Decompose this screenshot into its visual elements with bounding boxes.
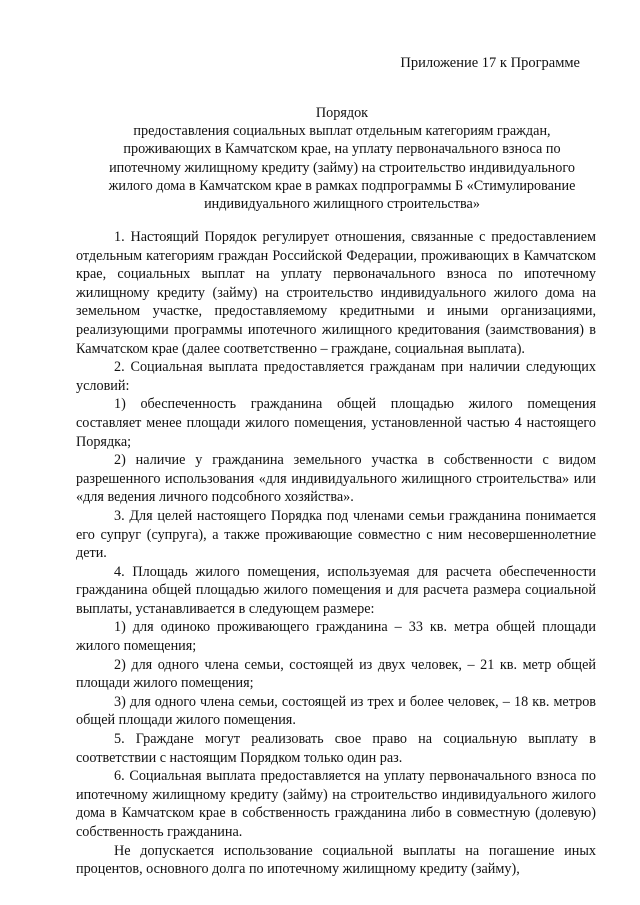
paragraph-2: 2. Социальная выплата предоставляется гражданам при наличии следующих условий: <box>76 359 596 394</box>
title-line: предоставления социальных выплат отдельным категориям граждан, <box>133 123 551 140</box>
paragraph-2-item-2: 2) наличие у гражданина земельного участка в собственности с видом разрешенного использования «для индивидуального жилищного строительства» или «для ведения личного подсобного хозяйства». <box>76 452 596 506</box>
paragraph-3: 3. Для целей настоящего Порядка под членами семьи гражданина понимается его супруг (супруга), а также проживающие совместно с ним несовершеннолетние дети. <box>76 507 596 562</box>
title-line: жилого дома в Камчатском крае в рамках подпрограммы Б «Стимулирование <box>108 177 576 194</box>
annex-label: Приложение 17 к Программе <box>400 55 580 71</box>
document-body <box>76 228 596 879</box>
paragraph-5: 5. Граждане могут реализовать свое право на социальную выплату в соответствии с настоящим Порядком только один раз. <box>76 731 596 766</box>
paragraph-4-item-2: 2) для одного члена семьи, состоящей из двух человек, – 21 кв. метр общей площади жилого помещения; <box>76 656 596 692</box>
title-heading: Порядок <box>315 105 369 121</box>
paragraph-1: 1. Настоящий Порядок регулирует отношения, связанные с предоставлением отдельным категориям граждан Российской Федерации, проживающих в Камчатском крае, социальных выплат на уплату первоначального взноса по ипотечному жилищному кредиту (займу) на строительство индивидуального жилого дома на земельном участке, предоставляемому кредитными и иными организациями, реализующими программы ипотечного жилищного кредитования (заимствования) в Камчатском крае (далее соответственно – граждане, социальная выплата). <box>76 229 596 357</box>
paragraph-4: 4. Площадь жилого помещения, используемая для расчета обеспеченности гражданина общей площадью жилого помещения и для расчета размера социальной выплаты, устанавливается в следующем размере: <box>76 563 596 617</box>
title-line: ипотечному жилищному кредиту (займу) на строительство индивидуального <box>109 159 575 176</box>
paragraph-4-item-1: 1) для одиноко проживающего гражданина – 33 кв. метра общей площади жилого помещения; <box>76 619 596 655</box>
title-line: индивидуального жилищного строительства» <box>204 196 480 213</box>
paragraph-6-continuation: Не допускается использование социальной выплаты на погашение иных процентов, основного долга по ипотечному жилищному кредиту (займу), <box>76 842 596 878</box>
document-title <box>88 104 596 213</box>
title-line: проживающих в Камчатском крае, на уплату первоначального взноса по <box>123 141 561 158</box>
paragraph-4-item-3: 3) для одного члена семьи, состоящей из трех и более человек, – 18 кв. метров общей площади жилого помещения. <box>76 693 596 729</box>
paragraph-2-item-1: 1) обеспеченность гражданина общей площадью жилого помещения составляет менее площади жилого помещения, установленной частью 4 настоящего Порядка; <box>76 396 596 450</box>
paragraph-6: 6. Социальная выплата предоставляется на уплату первоначального взноса по ипотечному жилищному кредиту (займу) на строительство индивидуального жилого дома в Камчатском крае в собственность гражданина либо в совместную (долевую) собственность гражданина. <box>76 768 596 840</box>
